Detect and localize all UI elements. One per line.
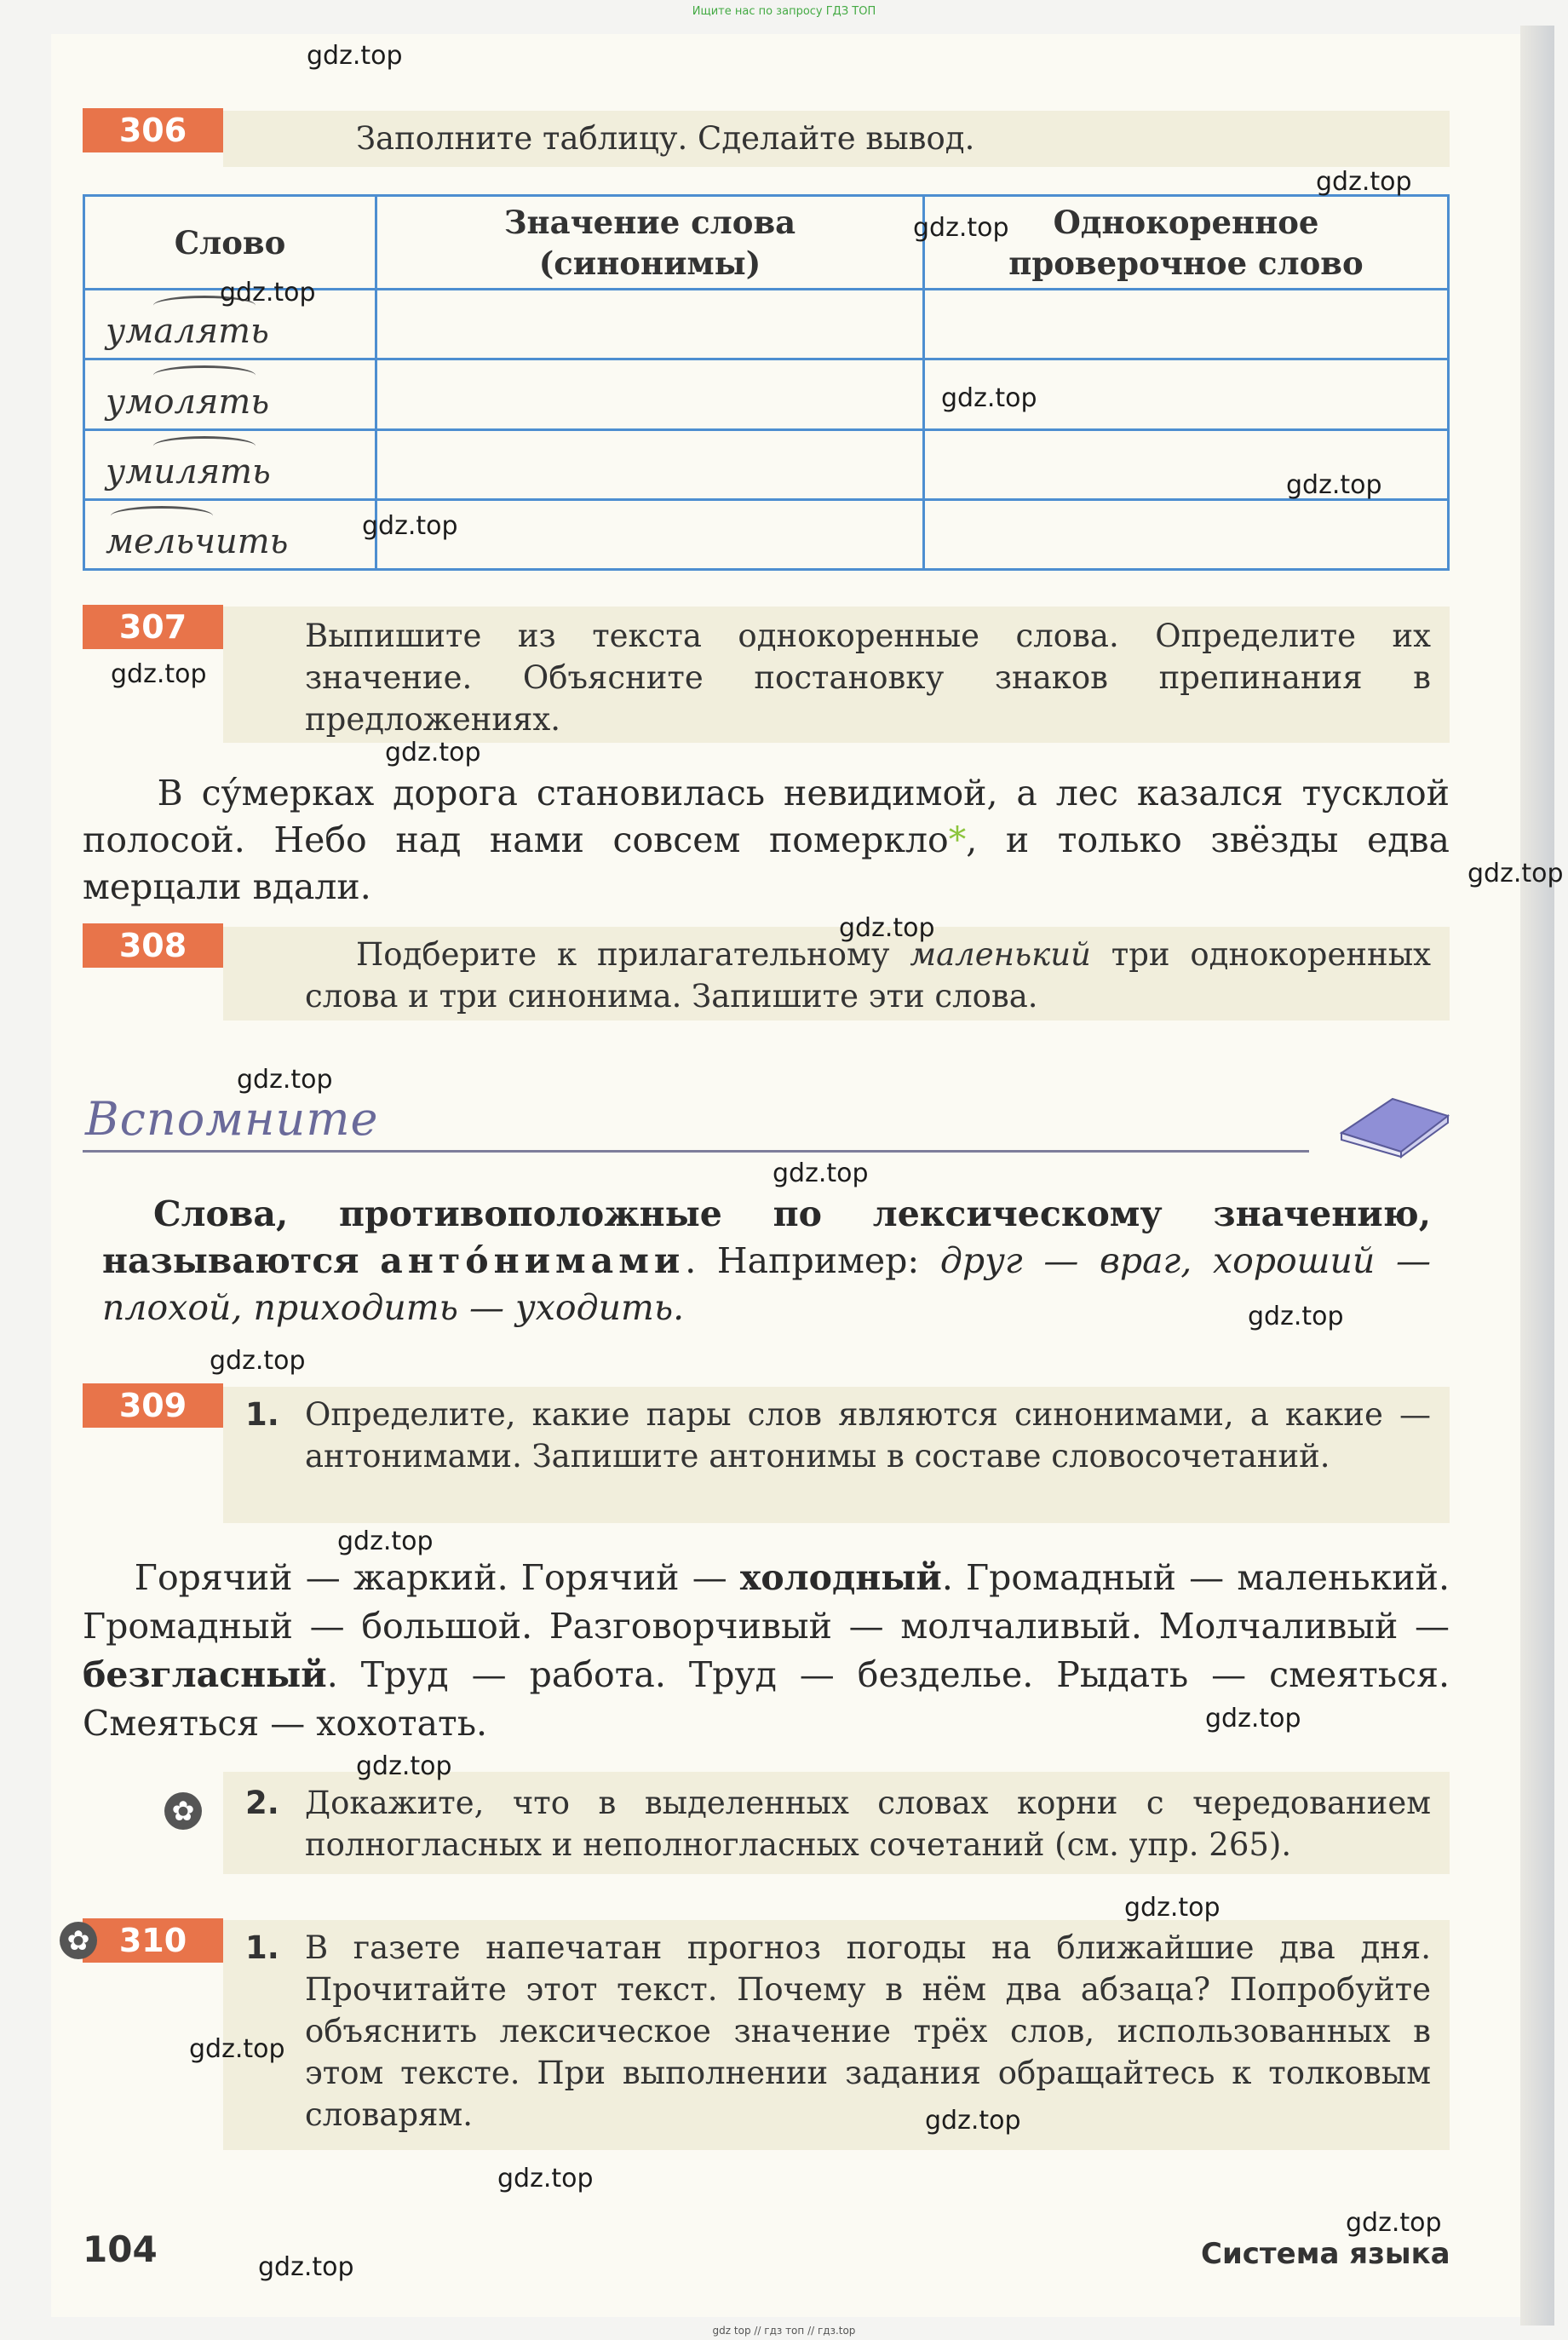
flower-icon: ✿ bbox=[164, 1792, 202, 1830]
task-308 bbox=[305, 934, 1431, 1017]
task-310-1: В газете напечатан прогноз погоды на ближайшие два дня. Прочитайте этот текст. Почему в нём два абзаца? Попробуйте объяснить лексическое значение трёх слов, использованных в этом тексте. При выполнении задания обращайтесь к толковым словарям. bbox=[305, 1929, 1431, 2133]
text-309-c: . Труд — работа. Труд — безделье. Рыдать — смеяться. Смеяться — хохотать. bbox=[83, 1654, 1450, 1744]
watermark: gdz.top bbox=[385, 738, 481, 768]
text-307-part2: , и только звёзды едва мерцали вдали. bbox=[83, 819, 1450, 907]
word-umolyat: умолять bbox=[106, 382, 270, 422]
item-309-1-number: 1. bbox=[245, 1396, 279, 1433]
watermark: gdz.top bbox=[356, 1751, 452, 1781]
root-arc bbox=[153, 365, 256, 385]
bottom-note: gdz top // гдз топ // гдз.top bbox=[712, 2325, 856, 2337]
watermark: gdz.top bbox=[913, 213, 1009, 243]
watermark: gdz.top bbox=[1346, 2208, 1442, 2238]
star-mark: * bbox=[948, 819, 967, 860]
exercise-number-306: 306 bbox=[83, 108, 223, 152]
watermark: gdz.top bbox=[941, 383, 1037, 413]
exercise-number-310: 310 bbox=[83, 1918, 223, 1963]
table-header-check-word-text: Однокоренное проверочное слово bbox=[1008, 203, 1364, 282]
table-cell-check bbox=[924, 499, 1449, 569]
table-cell-meaning bbox=[376, 429, 924, 499]
watermark: gdz.top bbox=[773, 1159, 869, 1188]
book-icon bbox=[1333, 1082, 1452, 1159]
exercise-number-308: 308 bbox=[83, 923, 223, 968]
watermark: gdz.top bbox=[1205, 1704, 1301, 1733]
root-arc bbox=[153, 436, 256, 456]
watermark: gdz.top bbox=[362, 511, 458, 541]
text-309-a: Горячий — жаркий. Горячий — bbox=[134, 1557, 727, 1598]
task-306: Заполните таблицу. Сделайте вывод. bbox=[356, 120, 975, 157]
book-spine bbox=[1520, 26, 1554, 2326]
exercise-number-307: 307 bbox=[83, 605, 223, 649]
root-arc bbox=[111, 506, 213, 526]
section-name: Система языка bbox=[1201, 2237, 1450, 2271]
watermark: gdz.top bbox=[111, 659, 207, 689]
remember-rule bbox=[102, 1191, 1431, 1331]
rule-bold-text: Слова, противоположные по лексическому значению, называются bbox=[102, 1193, 1431, 1281]
watermark: gdz.top bbox=[1124, 1893, 1221, 1923]
table-row-word bbox=[84, 429, 376, 499]
text-307-part1: В су́мерках дорога становилась невидимой, а лес казался тусклой полосой. Небо над нами совсем померкло bbox=[83, 773, 1450, 860]
word-umilyat: умилять bbox=[106, 451, 271, 492]
table-cell-meaning bbox=[376, 290, 924, 359]
bold-word-bezglasny: безгласный bbox=[83, 1654, 327, 1695]
watermark: gdz.top bbox=[258, 2252, 354, 2282]
task-309-2: Докажите, что в выделенных словах корни с чередованием полногласных и неполногласных сочетаний (см. упр. 265). bbox=[305, 1785, 1431, 1863]
table-row-word bbox=[84, 499, 376, 569]
text-309-b: . Громадный — маленький. Громадный — большой. Разговорчивый — молчаливый. Молчаливый — bbox=[83, 1557, 1450, 1647]
watermark: gdz.top bbox=[925, 2106, 1021, 2136]
bold-word-holodny: холодный bbox=[739, 1557, 942, 1598]
task-308-before: Подберите к прилагательному bbox=[356, 936, 890, 973]
watermark: gdz.top bbox=[189, 2034, 285, 2064]
rule-term: антóнимами bbox=[380, 1240, 686, 1281]
task-308-after: три однокоренных слова и три синонима. Запишите эти слова. bbox=[305, 936, 1432, 1015]
watermark: gdz.top bbox=[337, 1526, 434, 1556]
remember-underline bbox=[83, 1150, 1309, 1153]
task-307: Выпишите из текста однокоренные слова. Определите их значение. Объясните постановку знаков препинания в предложениях. bbox=[305, 618, 1431, 738]
watermark: gdz.top bbox=[1248, 1302, 1344, 1331]
task-308-word: маленький bbox=[910, 936, 1091, 973]
watermark: gdz.top bbox=[210, 1346, 306, 1376]
watermark: gdz.top bbox=[1286, 470, 1382, 500]
word-melchit: мельчить bbox=[106, 522, 289, 561]
table-cell-check bbox=[924, 290, 1449, 359]
text-307 bbox=[83, 770, 1450, 911]
table-header-word: Слово bbox=[84, 196, 376, 290]
top-note: Ищите нас по запросу ГДЗ ТОП bbox=[692, 5, 876, 18]
item-310-1-number: 1. bbox=[245, 1929, 279, 1966]
table-cell-meaning bbox=[376, 359, 924, 429]
table-row-word bbox=[84, 359, 376, 429]
table-header-meaning-text: Значение слова (синонимы) bbox=[503, 203, 796, 282]
remember-heading: Вспомните bbox=[85, 1092, 379, 1146]
rule-example-label: . Например: bbox=[685, 1240, 920, 1281]
watermark: gdz.top bbox=[839, 913, 935, 943]
exercise-306-table bbox=[83, 194, 1450, 571]
item-309-2-number: 2. bbox=[245, 1785, 279, 1821]
rule-examples: друг — враг, хороший — плохой, приходить — уходить. bbox=[102, 1240, 1431, 1328]
watermark: gdz.top bbox=[307, 41, 403, 71]
page-number: 104 bbox=[83, 2228, 158, 2270]
exercise-number-309: 309 bbox=[83, 1383, 223, 1428]
task-309-1: Определите, какие пары слов являются синонимами, а какие — антонимами. Запишите антонимы в составе словосочетаний. bbox=[305, 1396, 1431, 1475]
table-header-meaning bbox=[376, 196, 924, 290]
flower-icon: ✿ bbox=[60, 1922, 97, 1959]
watermark: gdz.top bbox=[1316, 167, 1412, 197]
watermark: gdz.top bbox=[237, 1065, 333, 1095]
watermark: gdz.top bbox=[1467, 859, 1564, 888]
table-cell-meaning bbox=[376, 499, 924, 569]
word-umalyat: умалять bbox=[106, 312, 269, 352]
watermark: gdz.top bbox=[220, 278, 316, 308]
watermark: gdz.top bbox=[497, 2164, 594, 2193]
